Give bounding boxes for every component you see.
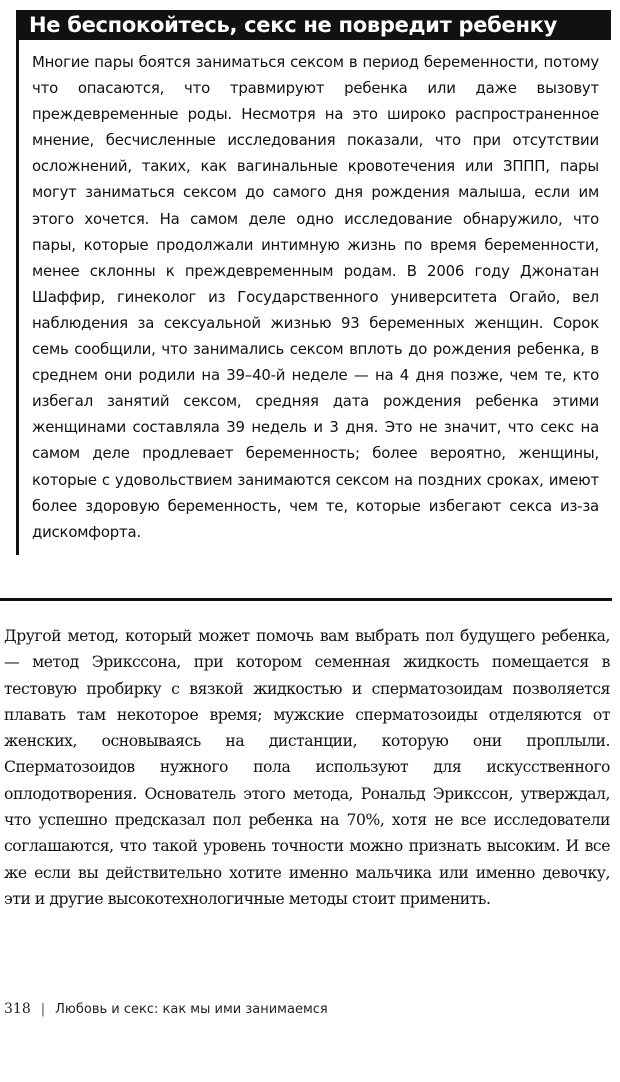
sidebar-box [16, 10, 611, 555]
footer-separator: | [40, 1002, 46, 1017]
sidebar-body [19, 40, 611, 555]
page-number: 318 [4, 1001, 31, 1017]
sidebar-paragraph: Многие пары боятся заниматься сексом в период беременности, потому что опасаются, что травмируют ребенка или даже вызовут преждевременные роды. Несмотря на это широко распространенное мнение, бесчисленные исследования показали, что при отсутствии осложнений, таких, как вагинальные кровотечения или ЗППП, пары могут заниматься сексом до самого дня рождения малыша, если им этого хочется. На самом деле одно исследование обнаружило, что пары, которые продолжали интимную жизнь по время беременности, менее склонны к преждевременным родам. В 2006 году Джонатан Шаффир, гинеколог из Государственного университета Огайо, вел наблюдения за сексуальной жизнью 93 беременных женщин. Сорок семь сообщили, что занимались сексом вплоть до рождения ребенка, в среднем они родили на 39–40-й неделе — на 4 дня позже, чем те, кто избегал занятий сексом, средняя дата рождения ребенка этими женщинами составляла 39 недель и 3 дня. Это не значит, что секс на самом деле продлевает беременность; более вероятно, женщины, которые с удовольствием занимаются сексом на поздних сроках, имеют более здоровую беременность, чем те, которые избегают секса из-за дискомфорта. [32, 53, 599, 541]
sidebar-bottom-rule [0, 598, 612, 601]
page-footer [4, 999, 328, 1020]
running-title: Любовь и секс: как мы ими занимаемся [55, 1002, 328, 1017]
sidebar-title: Не беспокойтесь, секс не повредит ребенку [19, 10, 611, 40]
body-paragraph: Другой метод, который может помочь вам выбрать пол будущего ребенка, — метод Эрикссона, при котором семенная жидкость помещается в тестовую пробирку с вязкой жидкостью и сперматозоидам позволяется плавать там некоторое время; мужские сперматозоиды отделяются от женских, основываясь на дистанции, которую они проплыли. Сперматозоидов нужного пола используют для искусственного оплодотворения. Основатель этого метода, Рональд Эрикссон, утверждал, что успешно предсказал пол ребенка на 70%, хотя не все исследователи соглашаются, что такой уровень точности можно признать высоким. И все же если вы действительно хотите именно мальчика или именно девочку, эти и другие высокотехнологичные методы стоит применить. [4, 627, 610, 908]
